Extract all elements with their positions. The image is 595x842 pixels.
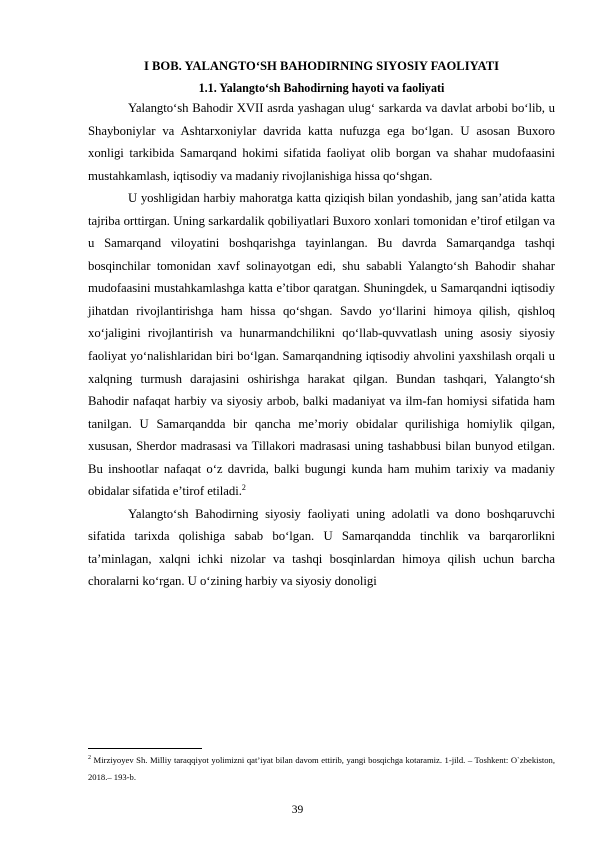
footnote-text: Mirziyoyev Sh. Milliy taraqqiyot yolimizni qat’iyat bilan davom ettirib, yangi bosqichga kotaramiz. 1-jild. – Toshkent: O`zbekiston, 2018.– 193-b. bbox=[88, 755, 555, 782]
paragraph-3: Yalangto‘sh Bahodirning siyosiy faoliyati uning adolatli va dono boshqaruvchi sifatida tarixda qolishiga sabab bo‘lgan. U Samarqandda tinchlik va barqarorlikni ta’minlagan, xalqni ichki nizolar va tashqi bosqinlardan himoya qilish uchun barcha choralarni ko‘rgan. U o‘zining harbiy va siyosiy donoligi bbox=[88, 506, 555, 589]
paragraph-1: Yalangto‘sh Bahodir XVII asrda yashagan ulug‘ sarkarda va davlat arbobi bo‘lib, u Shayboniylar va Ashtarxoniylar davrida katta nufuzga ega bo‘lgan. U asosan Buxoro xonligi tarkibida Samarqand hokimi sifatida faoliyat olib borgan va shahar mudofaasini mustahkamlash, iqtisodiy va madaniy rivojlanishiga hissa qo‘shgan. bbox=[88, 101, 555, 183]
chapter-title: I BOB. YALANGTO‘SH BAHODIRNING SIYOSIY FAOLIYATI bbox=[143, 59, 500, 73]
footnote-number: 2 bbox=[88, 755, 91, 762]
footnote bbox=[88, 752, 555, 786]
paragraph-2 bbox=[88, 187, 555, 503]
footnote-separator bbox=[88, 748, 202, 749]
body-text bbox=[88, 97, 555, 593]
page-number: 39 bbox=[291, 804, 304, 816]
section-title: 1.1. Yalangto‘sh Bahodirning hayoti va faoliyati bbox=[198, 81, 445, 95]
footnote-reference: 2 bbox=[241, 483, 246, 493]
paragraph-2-text: U yoshligidan harbiy mahoratga katta qiziqish bilan yondashib, jang san’atida katta tajriba orttirgan. Uning sarkardalik qobiliyatlari Buxoro xonlari tomonidan e’tirof etilgan va u Samarqand viloyatini boshqarishga tayinlangan. Bu davrda Samarqandga tashqi bosqinchilar tomonidan xavf solinayotgan edi, shu sababli Yalangto‘sh Bahodir shahar mudofaasini mustahkamlashga katta e’tibor qaratgan. Shuningdek, u Samarqandni iqtisodiy jihatdan rivojlantirishga ham hissa qo‘shgan. Savdo yo‘llarini himoya qilish, qishloq xo‘jaligini rivojlantirish va hunarmandchilikni qo‘llab-quvvatlash uning asosiy siyosiy faoliyat yo‘nalishlaridan biri bo‘lgan. Samarqandning iqtisodiy ahvolini yaxshilash orqali u xalqning turmush darajasini oshirishga harakat qilgan. Bundan tashqari, Yalangto‘sh Bahodir nafaqat harbiy va siyosiy arbob, balki madaniyat va ilm-fan homiysi sifatida ham tanilgan. U Samarqandda bir qancha me’moriy obidalar qurilishiga homiylik qilgan, xususan, Sherdor madrasasi va Tillakori madrasasi uning tashabbusi bilan bunyod etilgan. Bu inshootlar nafaqat o‘z davrida, balki bugungi kunda ham muhim tarixiy va madaniy obidalar sifatida e’tirof etiladi. bbox=[88, 191, 555, 499]
